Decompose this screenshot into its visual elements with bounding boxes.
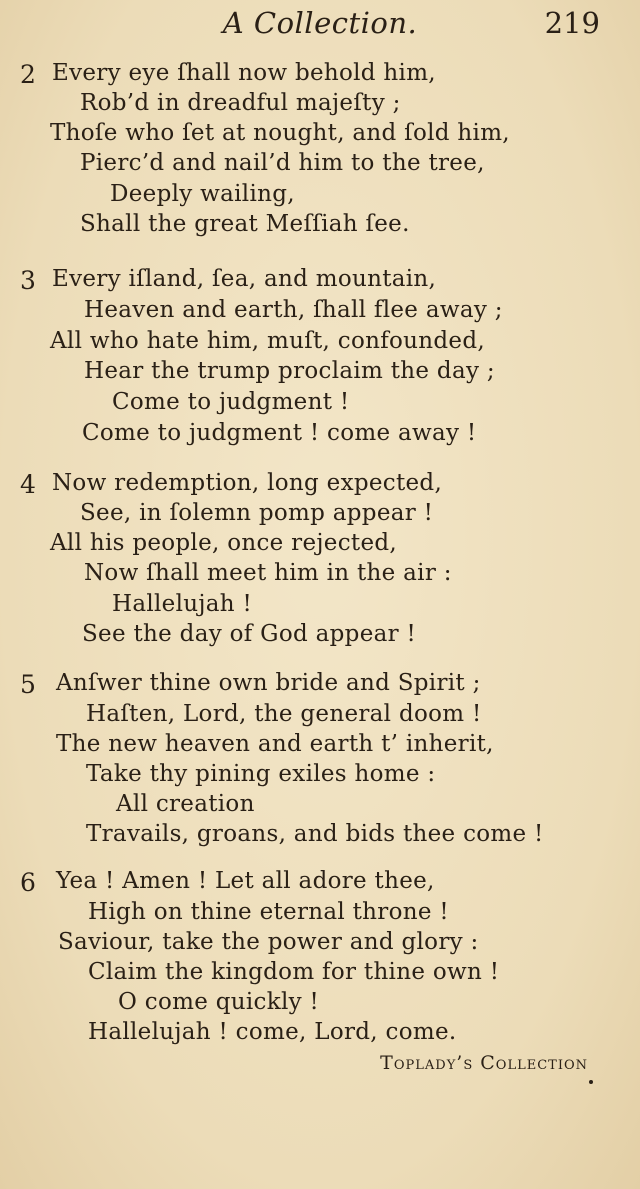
- verse-line: Come to judgment ! come away !: [82, 420, 477, 446]
- verse-line: All who hate him, muſt, confounded,: [50, 328, 485, 354]
- verse-line: Every iſland, ſea, and mountain,: [52, 266, 437, 292]
- verse-line: All his people, once rejected,: [50, 530, 397, 556]
- verse-line: Thoſe who ſet at nought, and ſold him,: [50, 120, 510, 146]
- verse-line: Yea ! Amen ! Let all adore thee,: [56, 868, 435, 894]
- page-number: 219: [544, 6, 600, 40]
- verse-line: Hallelujah !: [112, 591, 253, 617]
- verse-line: Heaven and earth, ſhall flee away ;: [84, 297, 503, 323]
- printer-dot: [589, 1080, 593, 1084]
- verse-line: Claim the kingdom for thine own !: [88, 959, 500, 985]
- verse-line: O come quickly !: [118, 989, 320, 1015]
- verse-line: Take thy pining exiles home :: [86, 761, 436, 787]
- stanza-number: 2: [20, 60, 36, 89]
- verse-line: Now redemption, long expected,: [52, 470, 443, 496]
- verse-line: Saviour, take the power and glory :: [58, 929, 479, 955]
- stanza-number: 6: [20, 868, 36, 897]
- stanza-number: 4: [20, 470, 36, 499]
- verse-line: Hear the trump proclaim the day ;: [84, 358, 495, 384]
- running-header: A Collection.: [222, 6, 418, 40]
- attribution: Toplady’s Collection: [380, 1052, 588, 1074]
- verse-line: The new heaven and earth t’ inherit,: [56, 731, 494, 757]
- verse-line: Anſwer thine own bride and Spirit ;: [56, 670, 481, 696]
- verse-line: Travails, groans, and bids thee come !: [86, 821, 544, 847]
- verse-line: See the day of God appear !: [82, 621, 417, 647]
- verse-line: Hallelujah ! come, Lord, come.: [88, 1019, 457, 1045]
- verse-line: Haſten, Lord, the general doom !: [86, 701, 482, 727]
- verse-line: High on thine eternal throne !: [88, 899, 449, 925]
- stanza-number: 3: [20, 266, 36, 295]
- verse-line: Now ſhall meet him in the air :: [84, 560, 452, 586]
- verse-line: Every eye ſhall now behold him,: [52, 60, 436, 86]
- verse-line: All creation: [116, 791, 255, 817]
- verse-line: Deeply wailing,: [110, 181, 295, 207]
- verse-line: Come to judgment !: [112, 389, 350, 415]
- verse-line: Rob’d in dreadful majeſty ;: [80, 90, 401, 116]
- verse-line: See, in ſolemn pomp appear !: [80, 500, 434, 526]
- verse-line: Pierc’d and nail’d him to the tree,: [80, 150, 485, 176]
- stanza-number: 5: [20, 670, 36, 699]
- verse-line: Shall the great Meſſiah ſee.: [80, 211, 410, 237]
